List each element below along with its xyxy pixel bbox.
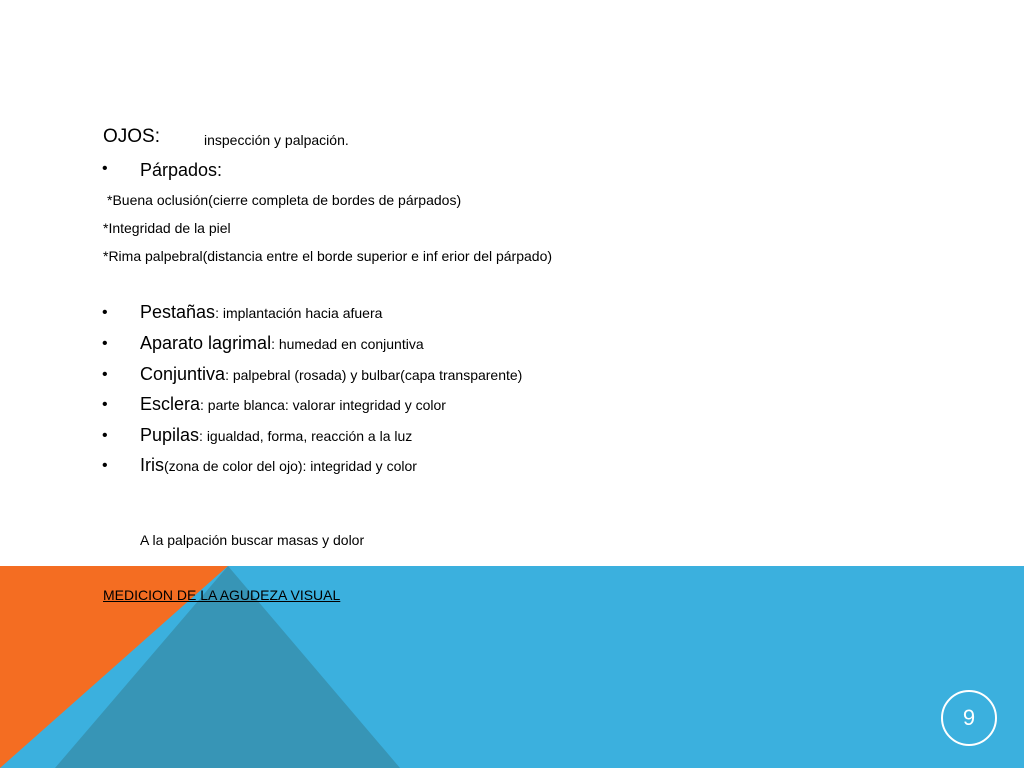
parpados-item: *Rima palpebral(distancia entre el borde superior e inf erior del párpado) [103,248,553,264]
term: Iris [140,455,164,475]
bullet-marker: • [102,160,108,177]
list-item [140,364,522,385]
visual-acuity-link[interactable]: MEDICION DE LA AGUDEZA VISUAL [103,587,341,603]
parpados-label: Párpados: [140,160,223,180]
term: Aparato lagrimal [140,333,272,353]
description: : humedad en conjuntiva [271,336,424,352]
description: : parte blanca: valorar integridad y color [200,397,446,413]
list-item [140,394,446,415]
palpation-note: A la palpación buscar masas y dolor [140,532,365,548]
parpados-item: *Buena oclusión(cierre completa de bordes de párpados) [107,192,462,208]
page-number: 9 [962,705,976,730]
term: Conjuntiva [140,364,226,384]
bullet-marker: • [102,366,108,383]
description: : igualdad, forma, reacción a la luz [199,428,413,444]
heading-title: OJOS: [103,126,161,147]
bullet-marker: • [102,335,108,352]
description: : implantación hacia afuera [215,305,383,321]
term: Esclera [140,394,201,414]
bullet-marker: • [102,396,108,413]
bullet-marker: • [102,304,108,321]
page-number-badge [941,690,997,746]
term: Pestañas [140,302,216,322]
list-item [140,302,382,323]
term: Pupilas [140,425,200,445]
bullet-marker: • [102,427,108,444]
description: : palpebral (rosada) y bulbar(capa transparente) [225,367,523,383]
bullet-marker: • [102,457,108,474]
parpados-item: *Integridad de la piel [103,220,231,236]
slide-heading [103,126,349,148]
list-item [140,455,417,476]
description: (zona de color del ojo): integridad y color [164,458,417,474]
heading-subtitle: inspección y palpación. [204,132,349,148]
list-item [140,333,424,354]
list-item [140,425,412,446]
